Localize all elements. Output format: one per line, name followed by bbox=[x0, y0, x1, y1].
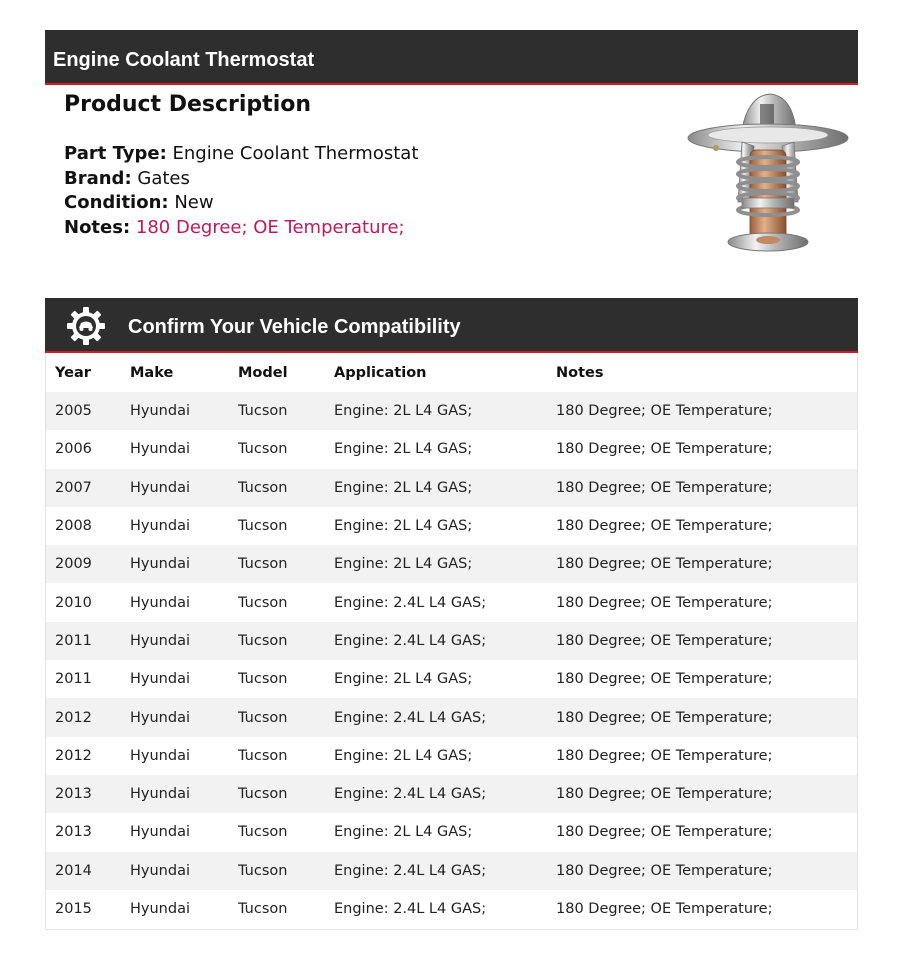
cell-model: Tucson bbox=[238, 824, 288, 841]
cell-model: Tucson bbox=[238, 862, 288, 879]
cell-notes: 180 Degree; OE Temperature; bbox=[556, 556, 773, 573]
cell-year: 2008 bbox=[55, 518, 92, 535]
cell-model: Tucson bbox=[238, 901, 288, 917]
cell-model: Tucson bbox=[238, 671, 288, 688]
compatibility-title: Confirm Your Vehicle Compatibility bbox=[128, 316, 461, 338]
cell-notes: 180 Degree; OE Temperature; bbox=[556, 594, 773, 611]
cell-year: 2011 bbox=[55, 671, 92, 688]
cell-year: 2014 bbox=[55, 862, 92, 879]
cell-model: Tucson bbox=[238, 441, 288, 458]
compatibility-table bbox=[45, 353, 858, 930]
table-row bbox=[46, 392, 857, 430]
column-header-model: Model bbox=[238, 364, 288, 381]
cell-notes: 180 Degree; OE Temperature; bbox=[556, 709, 773, 726]
cell-application: Engine: 2L L4 GAS; bbox=[334, 556, 473, 573]
column-header-notes: Notes bbox=[556, 364, 604, 381]
cell-model: Tucson bbox=[238, 786, 288, 803]
cell-application: Engine: 2L L4 GAS; bbox=[334, 824, 473, 841]
cell-year: 2013 bbox=[55, 786, 92, 803]
cell-notes: 180 Degree; OE Temperature; bbox=[556, 403, 773, 420]
cell-notes: 180 Degree; OE Temperature; bbox=[556, 518, 773, 535]
cell-year: 2012 bbox=[55, 747, 92, 764]
spec-notes-label: Notes: bbox=[64, 217, 131, 238]
cell-notes: 180 Degree; OE Temperature; bbox=[556, 479, 773, 496]
cell-make: Hyundai bbox=[130, 709, 190, 726]
cell-make: Hyundai bbox=[130, 518, 190, 535]
table-row bbox=[46, 737, 857, 775]
table-header-row bbox=[46, 353, 857, 392]
cell-notes: 180 Degree; OE Temperature; bbox=[556, 671, 773, 688]
column-header-application: Application bbox=[334, 364, 427, 381]
cell-make: Hyundai bbox=[130, 901, 190, 917]
cell-application: Engine: 2L L4 GAS; bbox=[334, 518, 473, 535]
table-row bbox=[46, 775, 857, 813]
cell-application: Engine: 2.4L L4 GAS; bbox=[334, 709, 487, 726]
table-row bbox=[46, 622, 857, 660]
cell-year: 2013 bbox=[55, 824, 92, 841]
product-description-heading: Product Description bbox=[64, 92, 312, 117]
table-row bbox=[46, 852, 857, 890]
table-row bbox=[46, 469, 857, 507]
cell-year: 2010 bbox=[55, 594, 92, 611]
spec-condition-label: Condition: bbox=[64, 192, 169, 213]
cell-notes: 180 Degree; OE Temperature; bbox=[556, 632, 773, 649]
cell-notes: 180 Degree; OE Temperature; bbox=[556, 747, 773, 764]
cell-model: Tucson bbox=[238, 594, 288, 611]
cell-notes: 180 Degree; OE Temperature; bbox=[556, 441, 773, 458]
cell-application: Engine: 2L L4 GAS; bbox=[334, 403, 473, 420]
cell-year: 2006 bbox=[55, 441, 92, 458]
cell-year: 2011 bbox=[55, 632, 92, 649]
cell-year: 2009 bbox=[55, 556, 92, 573]
column-header-year: Year bbox=[55, 364, 91, 381]
cell-make: Hyundai bbox=[130, 632, 190, 649]
cell-model: Tucson bbox=[238, 556, 288, 573]
compatibility-header-bar bbox=[45, 298, 858, 353]
cell-make: Hyundai bbox=[130, 862, 190, 879]
cell-make: Hyundai bbox=[130, 441, 190, 458]
product-title: Engine Coolant Thermostat bbox=[53, 49, 315, 71]
spec-part-type-label: Part Type: bbox=[64, 143, 167, 164]
cell-model: Tucson bbox=[238, 403, 288, 420]
spec-part-type-value: Engine Coolant Thermostat bbox=[172, 143, 419, 164]
spec-brand-value: Gates bbox=[137, 168, 190, 189]
cell-year: 2012 bbox=[55, 709, 92, 726]
table-row bbox=[46, 507, 857, 545]
column-header-make: Make bbox=[130, 364, 174, 381]
product-header-bar bbox=[45, 30, 858, 85]
cell-application: Engine: 2.4L L4 GAS; bbox=[334, 786, 487, 803]
cell-year: 2015 bbox=[55, 901, 92, 917]
cell-notes: 180 Degree; OE Temperature; bbox=[556, 786, 773, 803]
gear-car-icon bbox=[66, 306, 106, 346]
cell-model: Tucson bbox=[238, 747, 288, 764]
spec-part-type bbox=[64, 142, 418, 166]
cell-application: Engine: 2L L4 GAS; bbox=[334, 671, 473, 688]
cell-application: Engine: 2L L4 GAS; bbox=[334, 747, 473, 764]
spec-condition bbox=[64, 191, 214, 215]
table-row bbox=[46, 545, 857, 583]
table-row bbox=[46, 660, 857, 698]
cell-application: Engine: 2L L4 GAS; bbox=[334, 479, 473, 496]
cell-application: Engine: 2.4L L4 GAS; bbox=[334, 632, 487, 649]
cell-application: Engine: 2.4L L4 GAS; bbox=[334, 901, 487, 917]
cell-make: Hyundai bbox=[130, 403, 190, 420]
cell-make: Hyundai bbox=[130, 671, 190, 688]
cell-make: Hyundai bbox=[130, 479, 190, 496]
cell-make: Hyundai bbox=[130, 786, 190, 803]
spec-condition-value: New bbox=[174, 192, 214, 213]
table-row bbox=[46, 890, 857, 928]
spec-notes bbox=[64, 216, 405, 240]
cell-application: Engine: 2.4L L4 GAS; bbox=[334, 594, 487, 611]
cell-make: Hyundai bbox=[130, 747, 190, 764]
cell-make: Hyundai bbox=[130, 594, 190, 611]
cell-notes: 180 Degree; OE Temperature; bbox=[556, 824, 773, 841]
spec-notes-value: 180 Degree; OE Temperature; bbox=[135, 217, 405, 238]
spec-brand bbox=[64, 167, 190, 191]
cell-notes: 180 Degree; OE Temperature; bbox=[556, 901, 773, 917]
cell-model: Tucson bbox=[238, 632, 288, 649]
cell-application: Engine: 2L L4 GAS; bbox=[334, 441, 473, 458]
table-row bbox=[46, 813, 857, 851]
table-row bbox=[46, 430, 857, 468]
cell-year: 2005 bbox=[55, 403, 92, 420]
table-row bbox=[46, 698, 857, 736]
thermostat-product-image bbox=[684, 90, 852, 260]
cell-model: Tucson bbox=[238, 709, 288, 726]
cell-make: Hyundai bbox=[130, 824, 190, 841]
cell-model: Tucson bbox=[238, 479, 288, 496]
cell-model: Tucson bbox=[238, 518, 288, 535]
cell-notes: 180 Degree; OE Temperature; bbox=[556, 862, 773, 879]
table-row bbox=[46, 583, 857, 621]
spec-brand-label: Brand: bbox=[64, 168, 132, 189]
cell-application: Engine: 2.4L L4 GAS; bbox=[334, 862, 487, 879]
cell-year: 2007 bbox=[55, 479, 92, 496]
cell-make: Hyundai bbox=[130, 556, 190, 573]
